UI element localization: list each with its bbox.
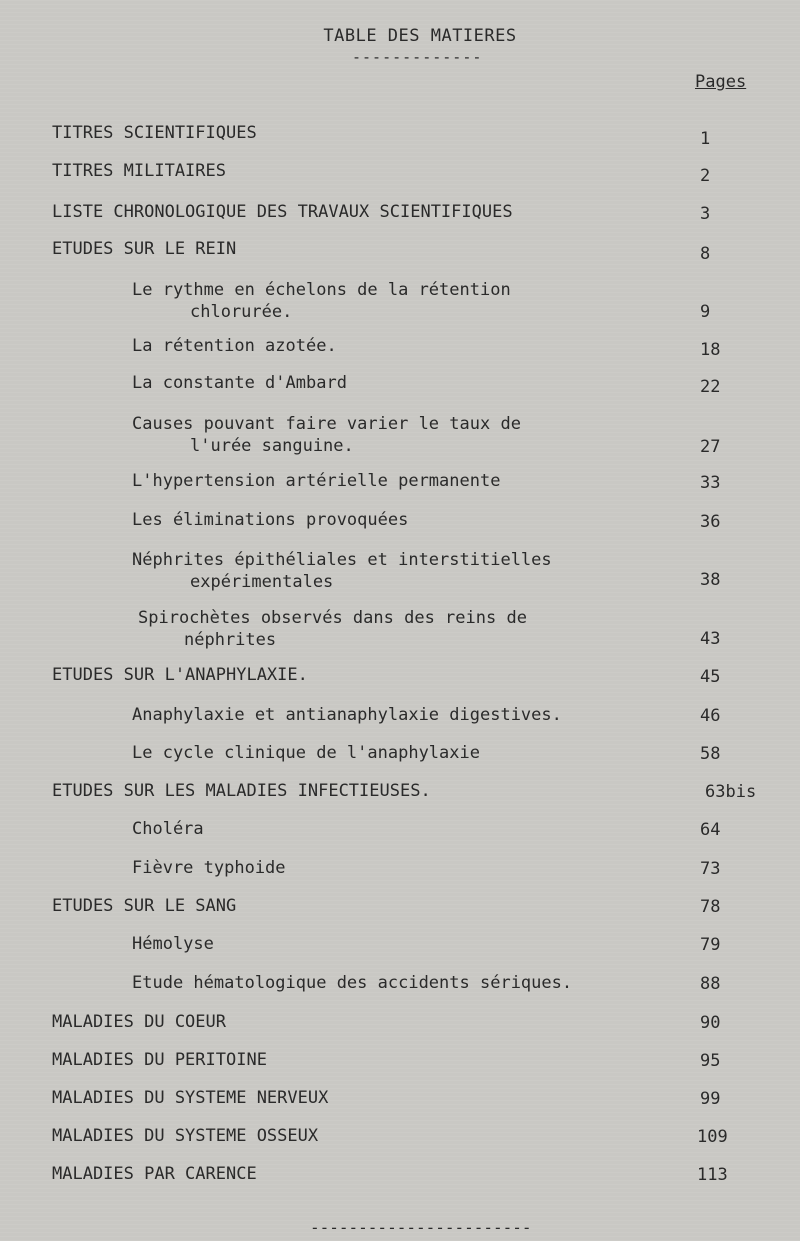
toc-entry-label: ETUDES SUR L'ANAPHYLAXIE. (52, 665, 308, 685)
toc-entry-page: 99 (700, 1089, 721, 1109)
toc-entry-page: 36 (700, 512, 721, 532)
toc-entry-page: 58 (700, 744, 721, 764)
bottom-rule: ----------------------- (310, 1218, 532, 1237)
pages-column-header: Pages (695, 72, 747, 92)
toc-entry-label: MALADIES DU COEUR (52, 1012, 226, 1032)
toc-entry-page: 22 (700, 377, 721, 397)
toc-entry-label: ETUDES SUR LES MALADIES INFECTIEUSES. (52, 781, 431, 801)
toc-entry-label: Hémolyse (132, 934, 214, 954)
title-underline: ------------- (352, 48, 483, 66)
toc-entry-label: MALADIES DU SYSTEME OSSEUX (52, 1126, 319, 1146)
toc-entry-label: Le cycle clinique de l'anaphylaxie (132, 743, 480, 763)
toc-entry-label: La rétention azotée. (132, 336, 337, 356)
toc-entry-page: 2 (700, 166, 711, 186)
toc-entry-label: MALADIES PAR CARENCE (52, 1164, 257, 1184)
toc-entry-label: Choléra (132, 819, 204, 839)
toc-entry-page: 113 (697, 1165, 728, 1185)
toc-entry-label: Causes pouvant faire varier le taux de l'urée sanguine. (132, 414, 521, 456)
toc-entry-label: Néphrites épithéliales et interstitielles expérimentales (132, 550, 552, 592)
toc-entry-page: 88 (700, 974, 721, 994)
toc-entry-label: Fièvre typhoide (132, 858, 286, 878)
toc-entry-page: 8 (700, 244, 711, 264)
toc-entry-page: 27 (700, 437, 721, 457)
toc-entry-label: L'hypertension artérielle permanente (132, 471, 501, 491)
toc-entry-page: 95 (700, 1051, 721, 1071)
toc-entry-page: 43 (700, 629, 721, 649)
toc-entry-page: 109 (697, 1127, 728, 1147)
toc-entry-label: ETUDES SUR LE SANG (52, 896, 237, 916)
toc-entry-label: MALADIES DU SYSTEME NERVEUX (52, 1088, 329, 1108)
toc-entry-page: 38 (700, 570, 721, 590)
toc-entry-page: 9 (700, 302, 711, 322)
toc-entry-label: Les éliminations provoquées (132, 510, 409, 530)
toc-entry-page: 3 (700, 204, 711, 224)
toc-entry-label: TITRES SCIENTIFIQUES (52, 123, 257, 143)
page-title: TABLE DES MATIERES (323, 26, 517, 46)
toc-entry-page: 63bis (705, 782, 757, 802)
toc-entry-page: 79 (700, 935, 721, 955)
toc-entry-page: 78 (700, 897, 721, 917)
toc-entry-page: 33 (700, 473, 721, 493)
toc-entry-label: MALADIES DU PERITOINE (52, 1050, 267, 1070)
toc-entry-page: 1 (700, 129, 711, 149)
toc-entry-label: LISTE CHRONOLOGIQUE DES TRAVAUX SCIENTIFIQUES (52, 202, 513, 222)
toc-entry-label: TITRES MILITAIRES (52, 161, 226, 181)
toc-entry-label: ETUDES SUR LE REIN (52, 239, 237, 259)
toc-entry-page: 64 (700, 820, 721, 840)
toc-entry-label: La constante d'Ambard (132, 373, 347, 393)
toc-entry-label: Spirochètes observés dans des reins de néphrites (138, 608, 527, 650)
toc-entry-label: Anaphylaxie et antianaphylaxie digestives. (132, 705, 562, 725)
toc-entry-page: 45 (700, 667, 721, 687)
toc-entry-page: 90 (700, 1013, 721, 1033)
toc-entry-page: 18 (700, 340, 721, 360)
toc-entry-label: Le rythme en échelons de la rétention chlorurée. (132, 280, 511, 322)
toc-entry-label: Etude hématologique des accidents sériques. (132, 973, 573, 993)
toc-entry-page: 46 (700, 706, 721, 726)
toc-entry-page: 73 (700, 859, 721, 879)
